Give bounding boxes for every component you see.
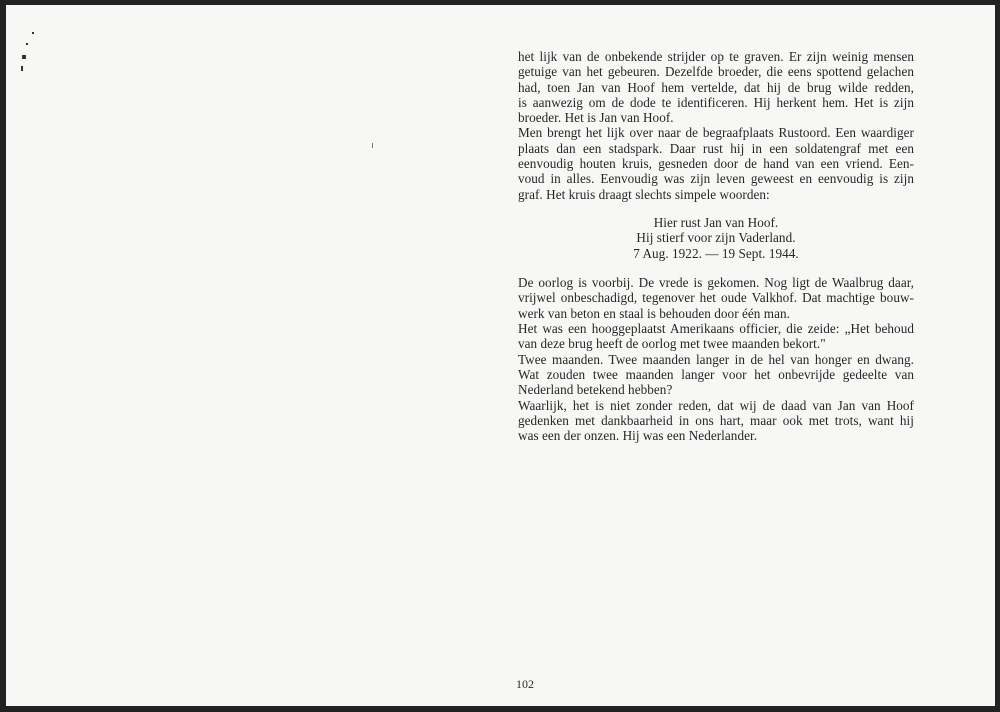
paragraph: [518, 321, 914, 352]
text-line: getuige van het gebeuren. Dezelfde broeder, die eens spottend gelachen: [518, 64, 914, 80]
text-line: was een der onzen. Hij was een Nederlander.: [518, 428, 758, 444]
text-line: Nederland betekend hebben?: [518, 382, 673, 398]
text-line: het lijk van de onbekende strijder op te graven. Er zijn weinig mensen: [518, 49, 914, 64]
text-line: had, toen Jan van Hoof hem vertelde, dat hij de brug wilde redden,: [518, 79, 914, 95]
page-number: 102: [516, 677, 534, 691]
paragraph: [518, 49, 914, 125]
text-line: Twee maanden. Twee maanden langer in de hel van honger en dwang.: [518, 351, 914, 367]
scan-speck: [32, 32, 34, 34]
text-line: plaats dan een stadspark. Daar rust hij in een soldatengraf met een: [518, 140, 914, 156]
scan-speck: [26, 43, 28, 45]
paragraph: [518, 275, 914, 321]
text-line: gedenken met dankbaarheid in ons hart, maar ook met trots, want hij: [518, 412, 914, 428]
epitaph-line: Hij stierf voor zijn Vaderland.: [636, 230, 796, 246]
epitaph-line: Hier rust Jan van Hoof.: [653, 214, 779, 230]
text-line: eenvoudig houten kruis, gesneden door de hand van een vriend. Een-: [518, 156, 914, 172]
text-line: De oorlog is voorbij. De vrede is gekomen. Nog ligt de Waalbrug daar,: [518, 275, 914, 291]
scan-speck: [372, 143, 373, 148]
epitaph: [518, 215, 914, 261]
text-line: graf. Het kruis draagt slechts simpele woorden:: [518, 186, 770, 202]
book-page: [6, 5, 995, 706]
paragraph: [518, 352, 914, 398]
text-line: werk van beton en staal is behouden door één man.: [518, 305, 790, 321]
text-line: is aanwezig om de dode te identificeren. Hij herkent hem. Het is zijn: [518, 94, 914, 110]
paragraph: [518, 125, 914, 201]
scan-speck: [22, 55, 26, 59]
text-line: voud in alles. Eenvoudig was zijn leven geweest en eenvoudig is zijn: [518, 171, 914, 187]
text-line: vrijwel onbeschadigd, tegenover het oude Valkhof. Dat machtige bouw-: [518, 290, 914, 306]
scan-speck: [21, 66, 23, 71]
text-line: Het was een hooggeplaatst Amerikaans officier, die zeide: „Het behoud: [518, 321, 914, 337]
text-line: Waarlijk, het is niet zonder reden, dat wij de daad van Jan van Hoof: [518, 397, 914, 413]
text-line: Wat zouden twee maanden langer voor het onbevrijde gedeelte van: [518, 366, 914, 382]
paragraph: [518, 398, 914, 444]
lower-text: [518, 275, 914, 443]
text-column: [518, 49, 914, 443]
text-line: van deze brug heeft de oorlog met twee maanden bekort.": [518, 336, 826, 352]
text-line: Men brengt het lijk over naar de begraafplaats Rustoord. Een waardiger: [518, 125, 914, 141]
text-line: broeder. Het is Jan van Hoof.: [518, 110, 674, 126]
upper-text: [518, 49, 914, 202]
epitaph-line: 7 Aug. 1922. — 19 Sept. 1944.: [633, 245, 799, 261]
